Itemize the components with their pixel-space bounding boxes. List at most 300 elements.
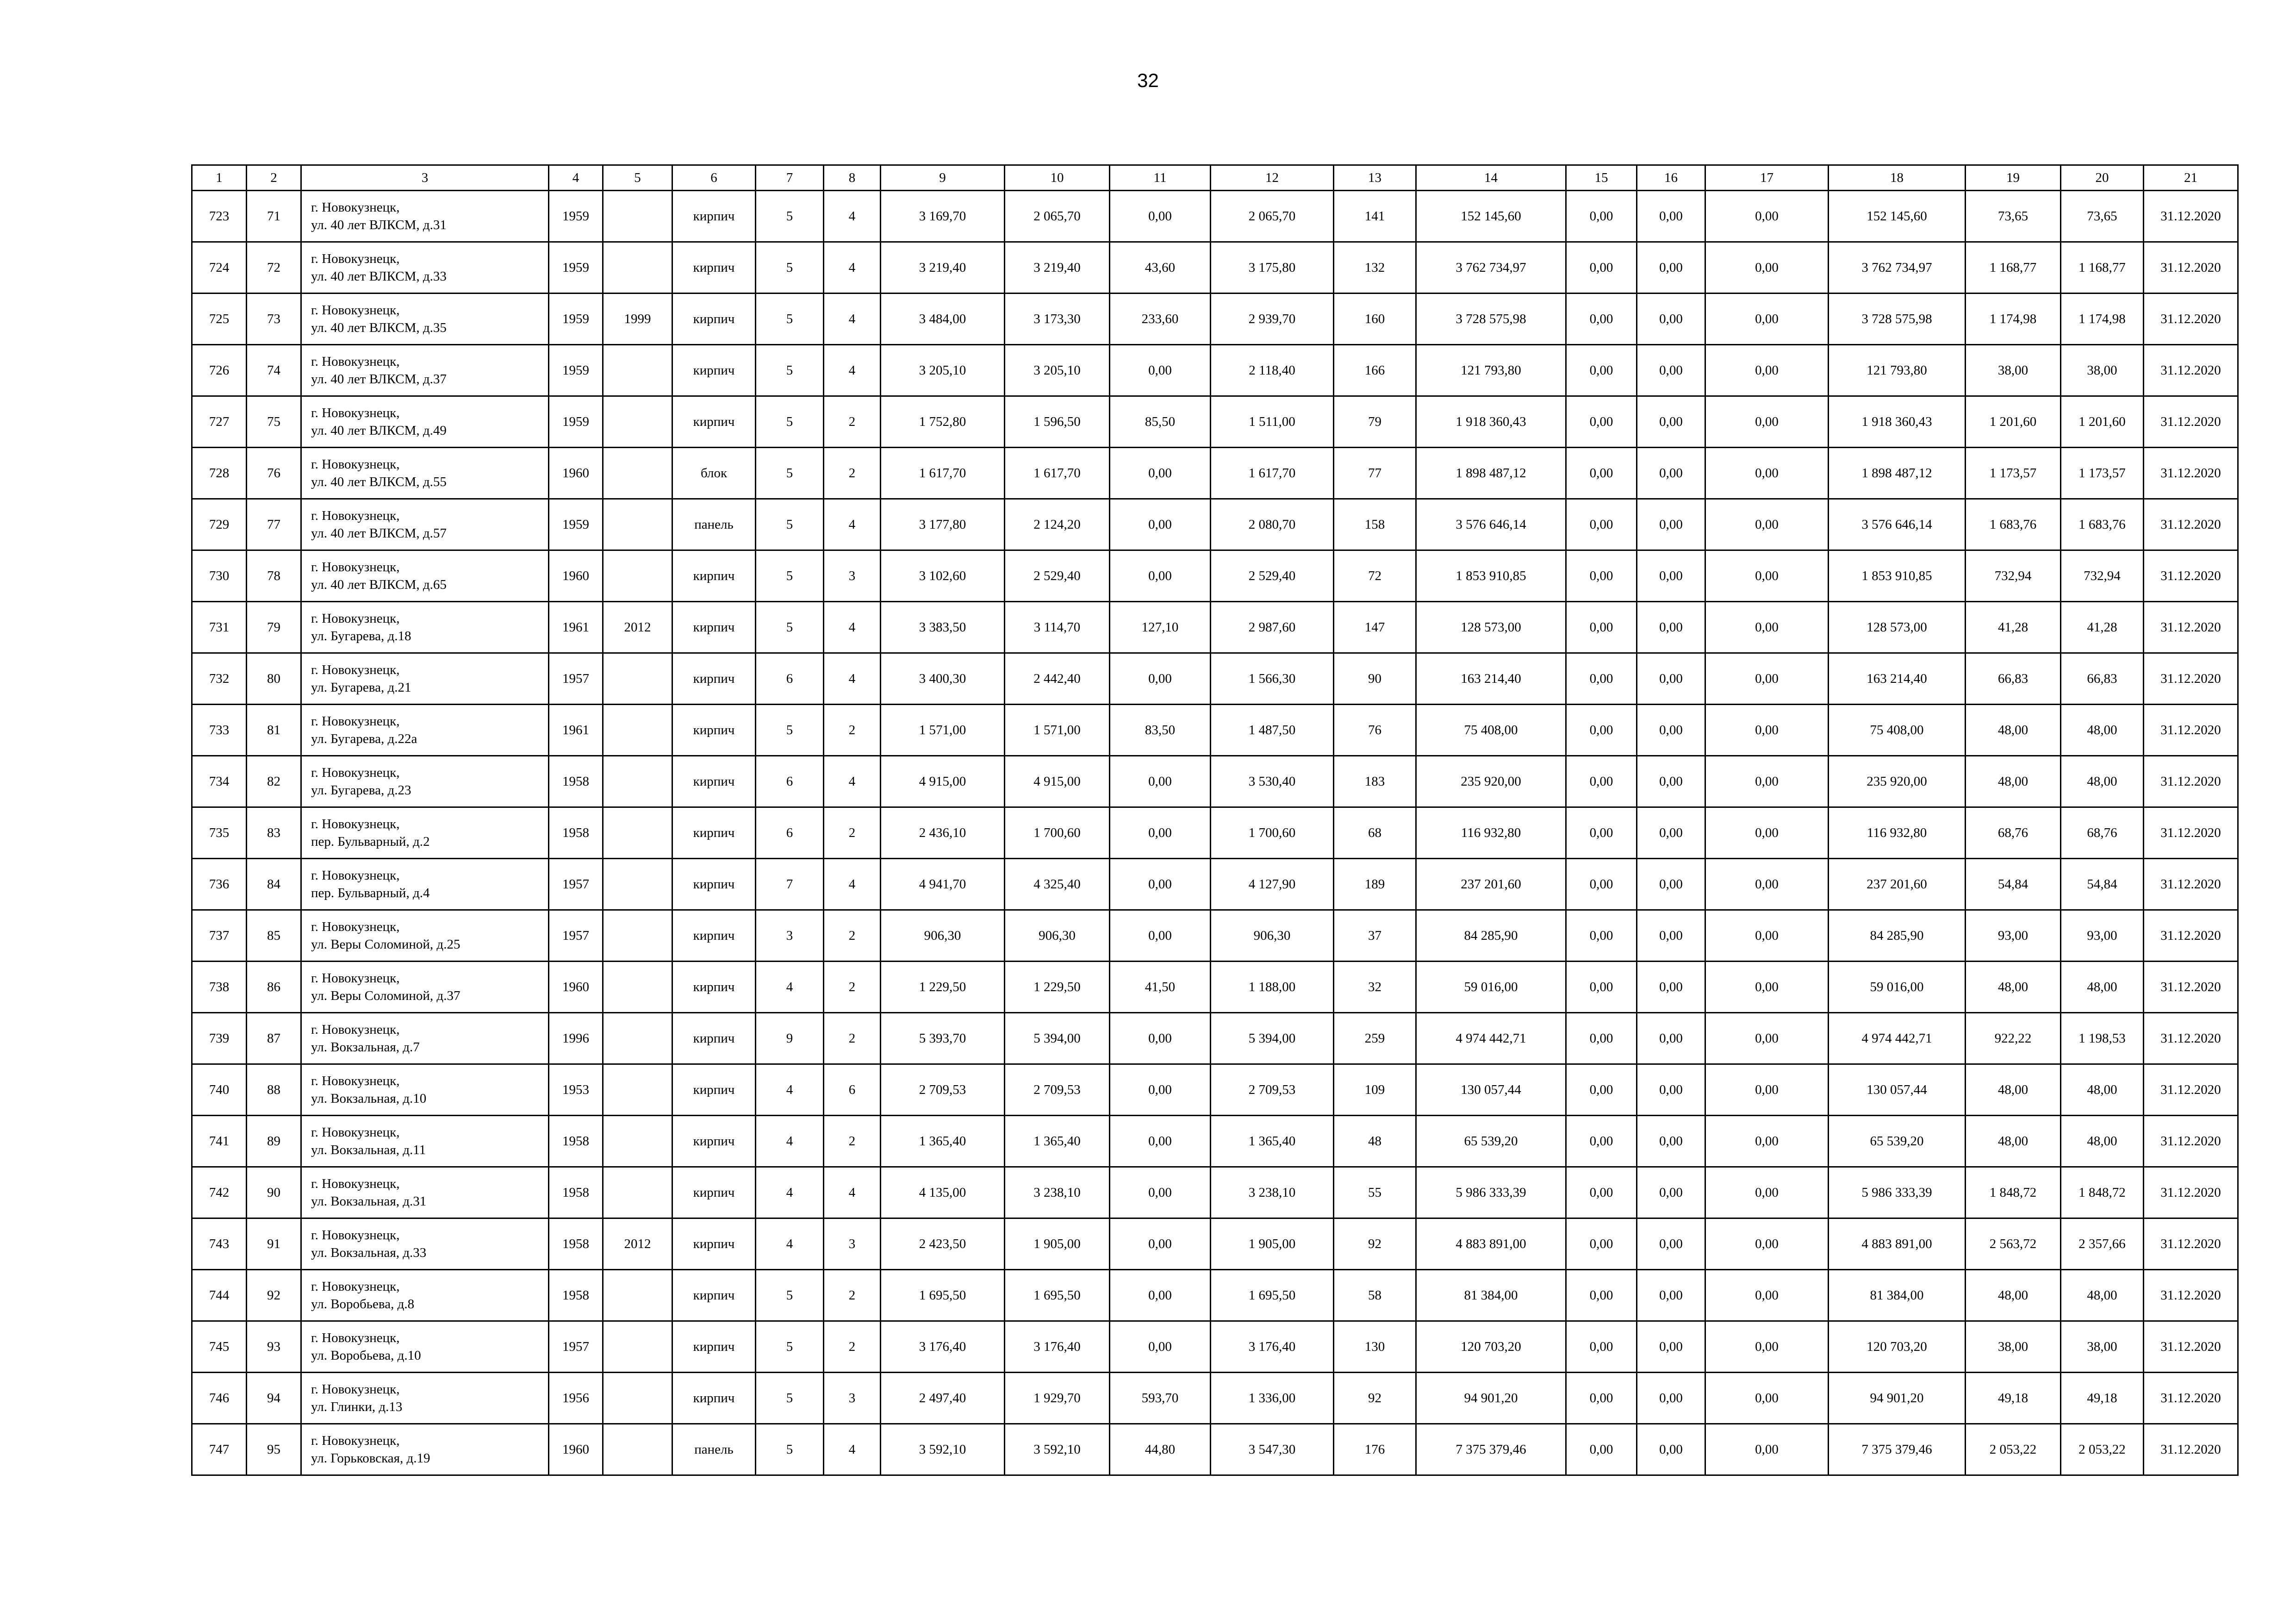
max-unit-cost-cell: 41,28 bbox=[2061, 602, 2144, 653]
sub-number-cell: 89 bbox=[247, 1116, 301, 1167]
total-area-cell: 2 709,53 bbox=[881, 1064, 1005, 1116]
entrances-cell: 4 bbox=[824, 859, 881, 910]
floors-cell: 9 bbox=[756, 1013, 824, 1064]
cost-local-cell: 0,00 bbox=[1705, 962, 1829, 1013]
cost-total-cell: 3 576 646,14 bbox=[1416, 499, 1566, 550]
wall-material-cell: кирпич bbox=[672, 859, 756, 910]
cost-total-cell: 65 539,20 bbox=[1416, 1116, 1566, 1167]
sub-number-cell: 76 bbox=[247, 448, 301, 499]
address-city: г. Новокузнецк, bbox=[311, 200, 400, 215]
address-cell bbox=[301, 448, 549, 499]
residents-cell: 259 bbox=[1334, 1013, 1416, 1064]
column-number-cell: 6 bbox=[672, 165, 756, 191]
living-area-cell: 3 176,40 bbox=[1005, 1321, 1110, 1373]
cost-owners-cell: 3 576 646,14 bbox=[1829, 499, 1966, 550]
cost-regional-cell: 0,00 bbox=[1637, 962, 1705, 1013]
unit-cost-cell: 93,00 bbox=[1966, 910, 2061, 962]
max-unit-cost-cell: 48,00 bbox=[2061, 705, 2144, 756]
floors-cell: 5 bbox=[756, 705, 824, 756]
row-number-cell: 728 bbox=[192, 448, 247, 499]
cost-local-cell: 0,00 bbox=[1705, 396, 1829, 448]
column-number-cell: 17 bbox=[1705, 165, 1829, 191]
column-number-cell: 3 bbox=[301, 165, 549, 191]
address-cell bbox=[301, 602, 549, 653]
cost-local-cell: 0,00 bbox=[1705, 448, 1829, 499]
column-number-cell: 21 bbox=[2144, 165, 2238, 191]
max-unit-cost-cell: 68,76 bbox=[2061, 807, 2144, 859]
address-street: ул. 40 лет ВЛКСМ, д.57 bbox=[311, 526, 447, 541]
max-unit-cost-cell: 73,65 bbox=[2061, 191, 2144, 242]
cost-owners-cell: 59 016,00 bbox=[1829, 962, 1966, 1013]
nonresidential-area-cell: 0,00 bbox=[1110, 191, 1211, 242]
table-row bbox=[192, 653, 2238, 705]
cost-owners-cell: 121 793,80 bbox=[1829, 345, 1966, 396]
deadline-cell: 31.12.2020 bbox=[2144, 448, 2238, 499]
cost-federal-cell: 0,00 bbox=[1566, 242, 1637, 294]
year-built-cell: 1960 bbox=[549, 962, 603, 1013]
entrances-cell: 2 bbox=[824, 1116, 881, 1167]
max-unit-cost-cell: 48,00 bbox=[2061, 1116, 2144, 1167]
cost-local-cell: 0,00 bbox=[1705, 1116, 1829, 1167]
table-row bbox=[192, 962, 2238, 1013]
nonresidential-area-cell: 0,00 bbox=[1110, 1270, 1211, 1321]
entrances-cell: 2 bbox=[824, 1013, 881, 1064]
max-unit-cost-cell: 66,83 bbox=[2061, 653, 2144, 705]
address-cell bbox=[301, 859, 549, 910]
cost-total-cell: 4 883 891,00 bbox=[1416, 1218, 1566, 1270]
max-unit-cost-cell: 93,00 bbox=[2061, 910, 2144, 962]
address-city: г. Новокузнецк, bbox=[311, 919, 400, 934]
residential-area-cell: 2 987,60 bbox=[1211, 602, 1334, 653]
cost-local-cell: 0,00 bbox=[1705, 345, 1829, 396]
residents-cell: 58 bbox=[1334, 1270, 1416, 1321]
cost-federal-cell: 0,00 bbox=[1566, 1116, 1637, 1167]
sub-number-cell: 84 bbox=[247, 859, 301, 910]
cost-total-cell: 1 853 910,85 bbox=[1416, 550, 1566, 602]
cost-federal-cell: 0,00 bbox=[1566, 1013, 1637, 1064]
living-area-cell: 1 929,70 bbox=[1005, 1373, 1110, 1424]
total-area-cell: 3 484,00 bbox=[881, 294, 1005, 345]
year-renovated-cell bbox=[603, 1373, 672, 1424]
residents-cell: 132 bbox=[1334, 242, 1416, 294]
nonresidential-area-cell: 0,00 bbox=[1110, 448, 1211, 499]
address-cell bbox=[301, 396, 549, 448]
year-renovated-cell bbox=[603, 550, 672, 602]
residential-area-cell: 2 065,70 bbox=[1211, 191, 1334, 242]
floors-cell: 6 bbox=[756, 653, 824, 705]
entrances-cell: 3 bbox=[824, 1218, 881, 1270]
floors-cell: 5 bbox=[756, 1270, 824, 1321]
total-area-cell: 1 365,40 bbox=[881, 1116, 1005, 1167]
address-cell bbox=[301, 550, 549, 602]
cost-local-cell: 0,00 bbox=[1705, 1373, 1829, 1424]
year-built-cell: 1958 bbox=[549, 1218, 603, 1270]
unit-cost-cell: 73,65 bbox=[1966, 191, 2061, 242]
address-cell bbox=[301, 705, 549, 756]
cost-total-cell: 130 057,44 bbox=[1416, 1064, 1566, 1116]
wall-material-cell: панель bbox=[672, 1424, 756, 1475]
entrances-cell: 4 bbox=[824, 1167, 881, 1218]
address-city: г. Новокузнецк, bbox=[311, 971, 400, 986]
cost-total-cell: 1 918 360,43 bbox=[1416, 396, 1566, 448]
address-street: ул. Горьковская, д.19 bbox=[311, 1451, 430, 1466]
cost-local-cell: 0,00 bbox=[1705, 910, 1829, 962]
living-area-cell: 2 442,40 bbox=[1005, 653, 1110, 705]
sub-number-cell: 74 bbox=[247, 345, 301, 396]
cost-local-cell: 0,00 bbox=[1705, 242, 1829, 294]
living-area-cell: 906,30 bbox=[1005, 910, 1110, 962]
cost-local-cell: 0,00 bbox=[1705, 499, 1829, 550]
deadline-cell: 31.12.2020 bbox=[2144, 1321, 2238, 1373]
max-unit-cost-cell: 1 168,77 bbox=[2061, 242, 2144, 294]
residents-cell: 90 bbox=[1334, 653, 1416, 705]
deadline-cell: 31.12.2020 bbox=[2144, 191, 2238, 242]
address-street: ул. Вокзальная, д.33 bbox=[311, 1245, 427, 1260]
floors-cell: 5 bbox=[756, 1373, 824, 1424]
row-number-cell: 746 bbox=[192, 1373, 247, 1424]
cost-owners-cell: 4 974 442,71 bbox=[1829, 1013, 1966, 1064]
residents-cell: 130 bbox=[1334, 1321, 1416, 1373]
address-city: г. Новокузнецк, bbox=[311, 1022, 400, 1037]
address-cell bbox=[301, 294, 549, 345]
max-unit-cost-cell: 48,00 bbox=[2061, 1064, 2144, 1116]
cost-owners-cell: 163 214,40 bbox=[1829, 653, 1966, 705]
max-unit-cost-cell: 1 173,57 bbox=[2061, 448, 2144, 499]
cost-local-cell: 0,00 bbox=[1705, 294, 1829, 345]
nonresidential-area-cell: 0,00 bbox=[1110, 910, 1211, 962]
sub-number-cell: 80 bbox=[247, 653, 301, 705]
cost-total-cell: 235 920,00 bbox=[1416, 756, 1566, 807]
cost-total-cell: 1 898 487,12 bbox=[1416, 448, 1566, 499]
row-number-cell: 734 bbox=[192, 756, 247, 807]
total-area-cell: 4 915,00 bbox=[881, 756, 1005, 807]
cost-owners-cell: 5 986 333,39 bbox=[1829, 1167, 1966, 1218]
nonresidential-area-cell: 83,50 bbox=[1110, 705, 1211, 756]
table-row bbox=[192, 1424, 2238, 1475]
sub-number-cell: 78 bbox=[247, 550, 301, 602]
living-area-cell: 5 394,00 bbox=[1005, 1013, 1110, 1064]
nonresidential-area-cell: 593,70 bbox=[1110, 1373, 1211, 1424]
entrances-cell: 4 bbox=[824, 242, 881, 294]
cost-owners-cell: 84 285,90 bbox=[1829, 910, 1966, 962]
wall-material-cell: кирпич bbox=[672, 807, 756, 859]
year-renovated-cell bbox=[603, 1167, 672, 1218]
cost-total-cell: 152 145,60 bbox=[1416, 191, 1566, 242]
cost-owners-cell: 237 201,60 bbox=[1829, 859, 1966, 910]
residents-cell: 76 bbox=[1334, 705, 1416, 756]
row-number-cell: 733 bbox=[192, 705, 247, 756]
address-city: г. Новокузнецк, bbox=[311, 1433, 400, 1448]
cost-regional-cell: 0,00 bbox=[1637, 1424, 1705, 1475]
cost-regional-cell: 0,00 bbox=[1637, 345, 1705, 396]
sub-number-cell: 90 bbox=[247, 1167, 301, 1218]
sub-number-cell: 94 bbox=[247, 1373, 301, 1424]
deadline-cell: 31.12.2020 bbox=[2144, 1424, 2238, 1475]
address-cell bbox=[301, 756, 549, 807]
column-number-cell: 20 bbox=[2061, 165, 2144, 191]
address-cell bbox=[301, 807, 549, 859]
deadline-cell: 31.12.2020 bbox=[2144, 294, 2238, 345]
address-city: г. Новокузнецк, bbox=[311, 1074, 400, 1088]
wall-material-cell: кирпич bbox=[672, 962, 756, 1013]
floors-cell: 5 bbox=[756, 1424, 824, 1475]
address-city: г. Новокузнецк, bbox=[311, 560, 400, 575]
residential-area-cell: 1 617,70 bbox=[1211, 448, 1334, 499]
cost-regional-cell: 0,00 bbox=[1637, 1373, 1705, 1424]
floors-cell: 5 bbox=[756, 396, 824, 448]
year-built-cell: 1958 bbox=[549, 1270, 603, 1321]
address-city: г. Новокузнецк, bbox=[311, 765, 400, 780]
floors-cell: 5 bbox=[756, 602, 824, 653]
entrances-cell: 4 bbox=[824, 756, 881, 807]
total-area-cell: 3 592,10 bbox=[881, 1424, 1005, 1475]
year-built-cell: 1953 bbox=[549, 1064, 603, 1116]
address-cell bbox=[301, 242, 549, 294]
max-unit-cost-cell: 1 198,53 bbox=[2061, 1013, 2144, 1064]
year-built-cell: 1958 bbox=[549, 756, 603, 807]
living-area-cell: 4 325,40 bbox=[1005, 859, 1110, 910]
nonresidential-area-cell: 0,00 bbox=[1110, 1116, 1211, 1167]
max-unit-cost-cell: 1 683,76 bbox=[2061, 499, 2144, 550]
cost-regional-cell: 0,00 bbox=[1637, 499, 1705, 550]
address-cell bbox=[301, 345, 549, 396]
wall-material-cell: кирпич bbox=[672, 602, 756, 653]
address-cell bbox=[301, 1064, 549, 1116]
total-area-cell: 2 497,40 bbox=[881, 1373, 1005, 1424]
deadline-cell: 31.12.2020 bbox=[2144, 1116, 2238, 1167]
deadline-cell: 31.12.2020 bbox=[2144, 962, 2238, 1013]
total-area-cell: 1 695,50 bbox=[881, 1270, 1005, 1321]
cost-owners-cell: 7 375 379,46 bbox=[1829, 1424, 1966, 1475]
sub-number-cell: 77 bbox=[247, 499, 301, 550]
unit-cost-cell: 2 053,22 bbox=[1966, 1424, 2061, 1475]
table-row bbox=[192, 1013, 2238, 1064]
address-street: ул. Веры Соломиной, д.25 bbox=[311, 937, 460, 952]
residential-area-cell: 1 188,00 bbox=[1211, 962, 1334, 1013]
address-cell bbox=[301, 910, 549, 962]
total-area-cell: 3 177,80 bbox=[881, 499, 1005, 550]
cost-regional-cell: 0,00 bbox=[1637, 602, 1705, 653]
address-street: ул. Воробьева, д.8 bbox=[311, 1297, 415, 1312]
deadline-cell: 31.12.2020 bbox=[2144, 1064, 2238, 1116]
entrances-cell: 2 bbox=[824, 448, 881, 499]
residential-area-cell: 2 939,70 bbox=[1211, 294, 1334, 345]
deadline-cell: 31.12.2020 bbox=[2144, 705, 2238, 756]
address-street: ул. 40 лет ВЛКСМ, д.49 bbox=[311, 423, 447, 438]
row-number-cell: 739 bbox=[192, 1013, 247, 1064]
deadline-cell: 31.12.2020 bbox=[2144, 1373, 2238, 1424]
cost-total-cell: 75 408,00 bbox=[1416, 705, 1566, 756]
deadline-cell: 31.12.2020 bbox=[2144, 1167, 2238, 1218]
year-renovated-cell bbox=[603, 1064, 672, 1116]
cost-owners-cell: 130 057,44 bbox=[1829, 1064, 1966, 1116]
living-area-cell: 1 596,50 bbox=[1005, 396, 1110, 448]
column-number-cell: 1 bbox=[192, 165, 247, 191]
cost-owners-cell: 65 539,20 bbox=[1829, 1116, 1966, 1167]
year-renovated-cell bbox=[603, 499, 672, 550]
cost-local-cell: 0,00 bbox=[1705, 1270, 1829, 1321]
max-unit-cost-cell: 49,18 bbox=[2061, 1373, 2144, 1424]
residents-cell: 48 bbox=[1334, 1116, 1416, 1167]
cost-regional-cell: 0,00 bbox=[1637, 294, 1705, 345]
address-cell bbox=[301, 1321, 549, 1373]
entrances-cell: 2 bbox=[824, 1321, 881, 1373]
residential-area-cell: 1 905,00 bbox=[1211, 1218, 1334, 1270]
row-number-cell: 731 bbox=[192, 602, 247, 653]
address-city: г. Новокузнецк, bbox=[311, 1176, 400, 1191]
total-area-cell: 1 752,80 bbox=[881, 396, 1005, 448]
cost-local-cell: 0,00 bbox=[1705, 705, 1829, 756]
address-cell bbox=[301, 653, 549, 705]
cost-federal-cell: 0,00 bbox=[1566, 910, 1637, 962]
cost-federal-cell: 0,00 bbox=[1566, 807, 1637, 859]
year-built-cell: 1959 bbox=[549, 499, 603, 550]
residents-cell: 77 bbox=[1334, 448, 1416, 499]
wall-material-cell: кирпич bbox=[672, 1373, 756, 1424]
living-area-cell: 2 065,70 bbox=[1005, 191, 1110, 242]
address-city: г. Новокузнецк, bbox=[311, 868, 400, 883]
living-area-cell: 1 695,50 bbox=[1005, 1270, 1110, 1321]
unit-cost-cell: 38,00 bbox=[1966, 345, 2061, 396]
nonresidential-area-cell: 0,00 bbox=[1110, 499, 1211, 550]
cost-total-cell: 81 384,00 bbox=[1416, 1270, 1566, 1321]
living-area-cell: 3 592,10 bbox=[1005, 1424, 1110, 1475]
nonresidential-area-cell: 0,00 bbox=[1110, 756, 1211, 807]
entrances-cell: 4 bbox=[824, 653, 881, 705]
table-row bbox=[192, 345, 2238, 396]
sub-number-cell: 86 bbox=[247, 962, 301, 1013]
cost-regional-cell: 0,00 bbox=[1637, 1064, 1705, 1116]
residents-cell: 37 bbox=[1334, 910, 1416, 962]
total-area-cell: 3 383,50 bbox=[881, 602, 1005, 653]
living-area-cell: 1 700,60 bbox=[1005, 807, 1110, 859]
row-number-cell: 732 bbox=[192, 653, 247, 705]
row-number-cell: 730 bbox=[192, 550, 247, 602]
address-city: г. Новокузнецк, bbox=[311, 611, 400, 626]
deadline-cell: 31.12.2020 bbox=[2144, 1270, 2238, 1321]
cost-local-cell: 0,00 bbox=[1705, 653, 1829, 705]
column-number-cell: 2 bbox=[247, 165, 301, 191]
max-unit-cost-cell: 1 201,60 bbox=[2061, 396, 2144, 448]
nonresidential-area-cell: 0,00 bbox=[1110, 550, 1211, 602]
living-area-cell: 2 124,20 bbox=[1005, 499, 1110, 550]
floors-cell: 5 bbox=[756, 1321, 824, 1373]
address-street: ул. 40 лет ВЛКСМ, д.33 bbox=[311, 269, 447, 284]
cost-federal-cell: 0,00 bbox=[1566, 602, 1637, 653]
floors-cell: 4 bbox=[756, 1064, 824, 1116]
column-number-cell: 11 bbox=[1110, 165, 1211, 191]
address-cell bbox=[301, 1167, 549, 1218]
residents-cell: 183 bbox=[1334, 756, 1416, 807]
address-street: ул. 40 лет ВЛКСМ, д.55 bbox=[311, 475, 447, 489]
register-table-body bbox=[192, 165, 2238, 1475]
cost-owners-cell: 128 573,00 bbox=[1829, 602, 1966, 653]
cost-owners-cell: 94 901,20 bbox=[1829, 1373, 1966, 1424]
max-unit-cost-cell: 2 053,22 bbox=[2061, 1424, 2144, 1475]
total-area-cell: 3 169,70 bbox=[881, 191, 1005, 242]
total-area-cell: 906,30 bbox=[881, 910, 1005, 962]
year-built-cell: 1958 bbox=[549, 807, 603, 859]
table-row bbox=[192, 807, 2238, 859]
wall-material-cell: кирпич bbox=[672, 1116, 756, 1167]
row-number-cell: 743 bbox=[192, 1218, 247, 1270]
table-row bbox=[192, 294, 2238, 345]
residential-area-cell: 4 127,90 bbox=[1211, 859, 1334, 910]
cost-local-cell: 0,00 bbox=[1705, 1218, 1829, 1270]
cost-owners-cell: 235 920,00 bbox=[1829, 756, 1966, 807]
residential-area-cell: 2 080,70 bbox=[1211, 499, 1334, 550]
floors-cell: 4 bbox=[756, 1218, 824, 1270]
floors-cell: 6 bbox=[756, 807, 824, 859]
unit-cost-cell: 54,84 bbox=[1966, 859, 2061, 910]
page-number: 32 bbox=[1137, 69, 1159, 91]
year-built-cell: 1960 bbox=[549, 550, 603, 602]
year-built-cell: 1959 bbox=[549, 242, 603, 294]
cost-regional-cell: 0,00 bbox=[1637, 550, 1705, 602]
living-area-cell: 1 571,00 bbox=[1005, 705, 1110, 756]
year-renovated-cell bbox=[603, 807, 672, 859]
residential-area-cell: 1 365,40 bbox=[1211, 1116, 1334, 1167]
cost-federal-cell: 0,00 bbox=[1566, 499, 1637, 550]
living-area-cell: 3 114,70 bbox=[1005, 602, 1110, 653]
residential-area-cell: 1 487,50 bbox=[1211, 705, 1334, 756]
unit-cost-cell: 66,83 bbox=[1966, 653, 2061, 705]
entrances-cell: 4 bbox=[824, 294, 881, 345]
address-city: г. Новокузнецк, bbox=[311, 354, 400, 369]
sub-number-cell: 71 bbox=[247, 191, 301, 242]
total-area-cell: 3 176,40 bbox=[881, 1321, 1005, 1373]
address-cell bbox=[301, 191, 549, 242]
wall-material-cell: кирпич bbox=[672, 396, 756, 448]
year-built-cell: 1961 bbox=[549, 602, 603, 653]
address-street: ул. Веры Соломиной, д.37 bbox=[311, 988, 460, 1003]
cost-total-cell: 163 214,40 bbox=[1416, 653, 1566, 705]
column-number-cell: 14 bbox=[1416, 165, 1566, 191]
unit-cost-cell: 41,28 bbox=[1966, 602, 2061, 653]
entrances-cell: 2 bbox=[824, 807, 881, 859]
cost-federal-cell: 0,00 bbox=[1566, 448, 1637, 499]
unit-cost-cell: 48,00 bbox=[1966, 1116, 2061, 1167]
unit-cost-cell: 68,76 bbox=[1966, 807, 2061, 859]
address-cell bbox=[301, 1013, 549, 1064]
year-renovated-cell bbox=[603, 910, 672, 962]
cost-regional-cell: 0,00 bbox=[1637, 396, 1705, 448]
residential-area-cell: 1 336,00 bbox=[1211, 1373, 1334, 1424]
sub-number-cell: 93 bbox=[247, 1321, 301, 1373]
sub-number-cell: 91 bbox=[247, 1218, 301, 1270]
address-cell bbox=[301, 1116, 549, 1167]
year-built-cell: 1960 bbox=[549, 448, 603, 499]
cost-local-cell: 0,00 bbox=[1705, 756, 1829, 807]
wall-material-cell: кирпич bbox=[672, 345, 756, 396]
cost-owners-cell: 3 728 575,98 bbox=[1829, 294, 1966, 345]
cost-regional-cell: 0,00 bbox=[1637, 448, 1705, 499]
table-row bbox=[192, 191, 2238, 242]
deadline-cell: 31.12.2020 bbox=[2144, 807, 2238, 859]
table-row bbox=[192, 396, 2238, 448]
row-number-cell: 726 bbox=[192, 345, 247, 396]
unit-cost-cell: 2 563,72 bbox=[1966, 1218, 2061, 1270]
deadline-cell: 31.12.2020 bbox=[2144, 345, 2238, 396]
floors-cell: 4 bbox=[756, 962, 824, 1013]
floors-cell: 5 bbox=[756, 242, 824, 294]
year-built-cell: 1959 bbox=[549, 396, 603, 448]
address-street: ул. 40 лет ВЛКСМ, д.37 bbox=[311, 372, 447, 387]
unit-cost-cell: 48,00 bbox=[1966, 756, 2061, 807]
nonresidential-area-cell: 0,00 bbox=[1110, 1013, 1211, 1064]
address-city: г. Новокузнецк, bbox=[311, 662, 400, 677]
deadline-cell: 31.12.2020 bbox=[2144, 499, 2238, 550]
